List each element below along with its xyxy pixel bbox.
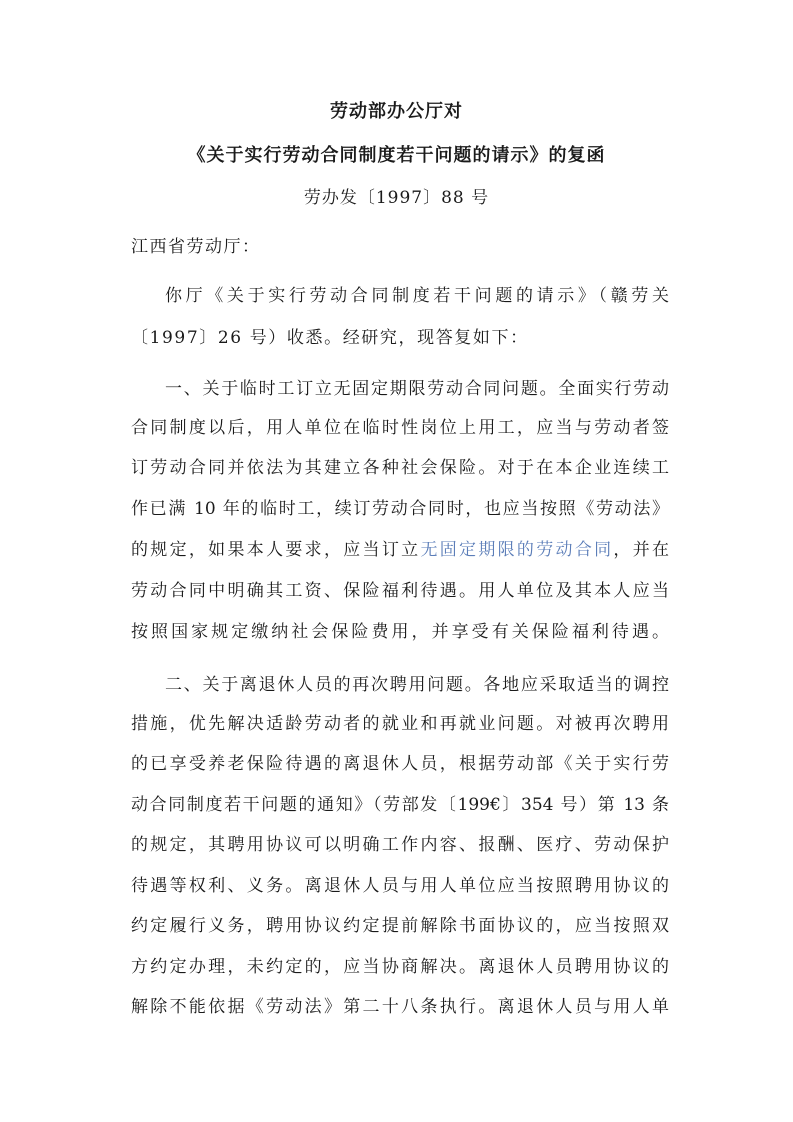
document-number: 劳办发〔1997〕88 号 (303, 188, 490, 208)
paragraph3-line1: 二、关于离退休人员的再次聘用问题。各地应采取适当的调控 (165, 675, 669, 695)
paragraph2-line5-before: 的规定，如果本人要求，应当订立 (131, 540, 421, 560)
paragraph3-line2: 措施，优先解决适龄劳动者的就业和再就业问题。对被再次聘用 (131, 714, 669, 734)
paragraph2-line3: 订劳动合同并依法为其建立各种社会保险。对于在本企业连续工 (131, 458, 669, 478)
paragraph1-line2: 〔1997〕26 号）收悉。经研究，现答复如下： (131, 328, 529, 348)
fixed-term-contract-link[interactable]: 无固定期限的劳动合同 (420, 540, 614, 560)
document-title-line2: 《关于实行劳动合同制度若干问题的请示》的复函 (187, 145, 606, 166)
paragraph3-line5: 的规定，其聘用协议可以明确工作内容、报酬、医疗、劳动保护 (131, 835, 669, 855)
paragraph3-line9: 解除不能依据《劳动法》第二十八条执行。离退休人员与用人单 (131, 997, 669, 1017)
paragraph2-line6: 劳动合同中明确其工资、保险福利待遇。用人单位及其本人应当 (131, 581, 669, 601)
addressee: 江西省劳动厅： (131, 237, 261, 257)
paragraph2-line5 (131, 538, 669, 562)
paragraph2-line1: 一、关于临时工订立无固定期限劳动合同问题。全面实行劳动 (165, 379, 669, 399)
paragraph1-line1: 你厅《关于实行劳动合同制度若干问题的请示》（赣劳关 (165, 286, 669, 306)
document-title-line1: 劳动部办公厅对 (330, 101, 463, 122)
paragraph3-line3: 的已享受养老保险待遇的离退休人员，根据劳动部《关于实行劳 (131, 754, 669, 774)
paragraph3-line4: 动合同制度若干问题的通知》（劳部发〔199€〕354 号）第 13 条 (131, 795, 669, 815)
paragraph3-line8: 方约定办理，未约定的，应当协商解决。离退休人员聘用协议的 (131, 957, 669, 977)
paragraph2-line2: 合同制度以后，用人单位在临时性岗位上用工，应当与劳动者签 (131, 418, 669, 438)
paragraph3-line6: 待遇等权利、义务。离退休人员与用人单位应当按照聘用协议的 (131, 876, 669, 896)
paragraph2-line5-after: ，并在 (613, 540, 670, 560)
paragraph2-line7: 按照国家规定缴纳社会保险费用，并享受有关保险福利待遇。 (131, 622, 669, 642)
paragraph2-line4: 作已满 10 年的临时工，续订劳动合同时，也应当按照《劳动法》 (131, 499, 669, 519)
paragraph3-line7: 约定履行义务，聘用协议约定提前解除书面协议的，应当按照双 (131, 916, 669, 936)
